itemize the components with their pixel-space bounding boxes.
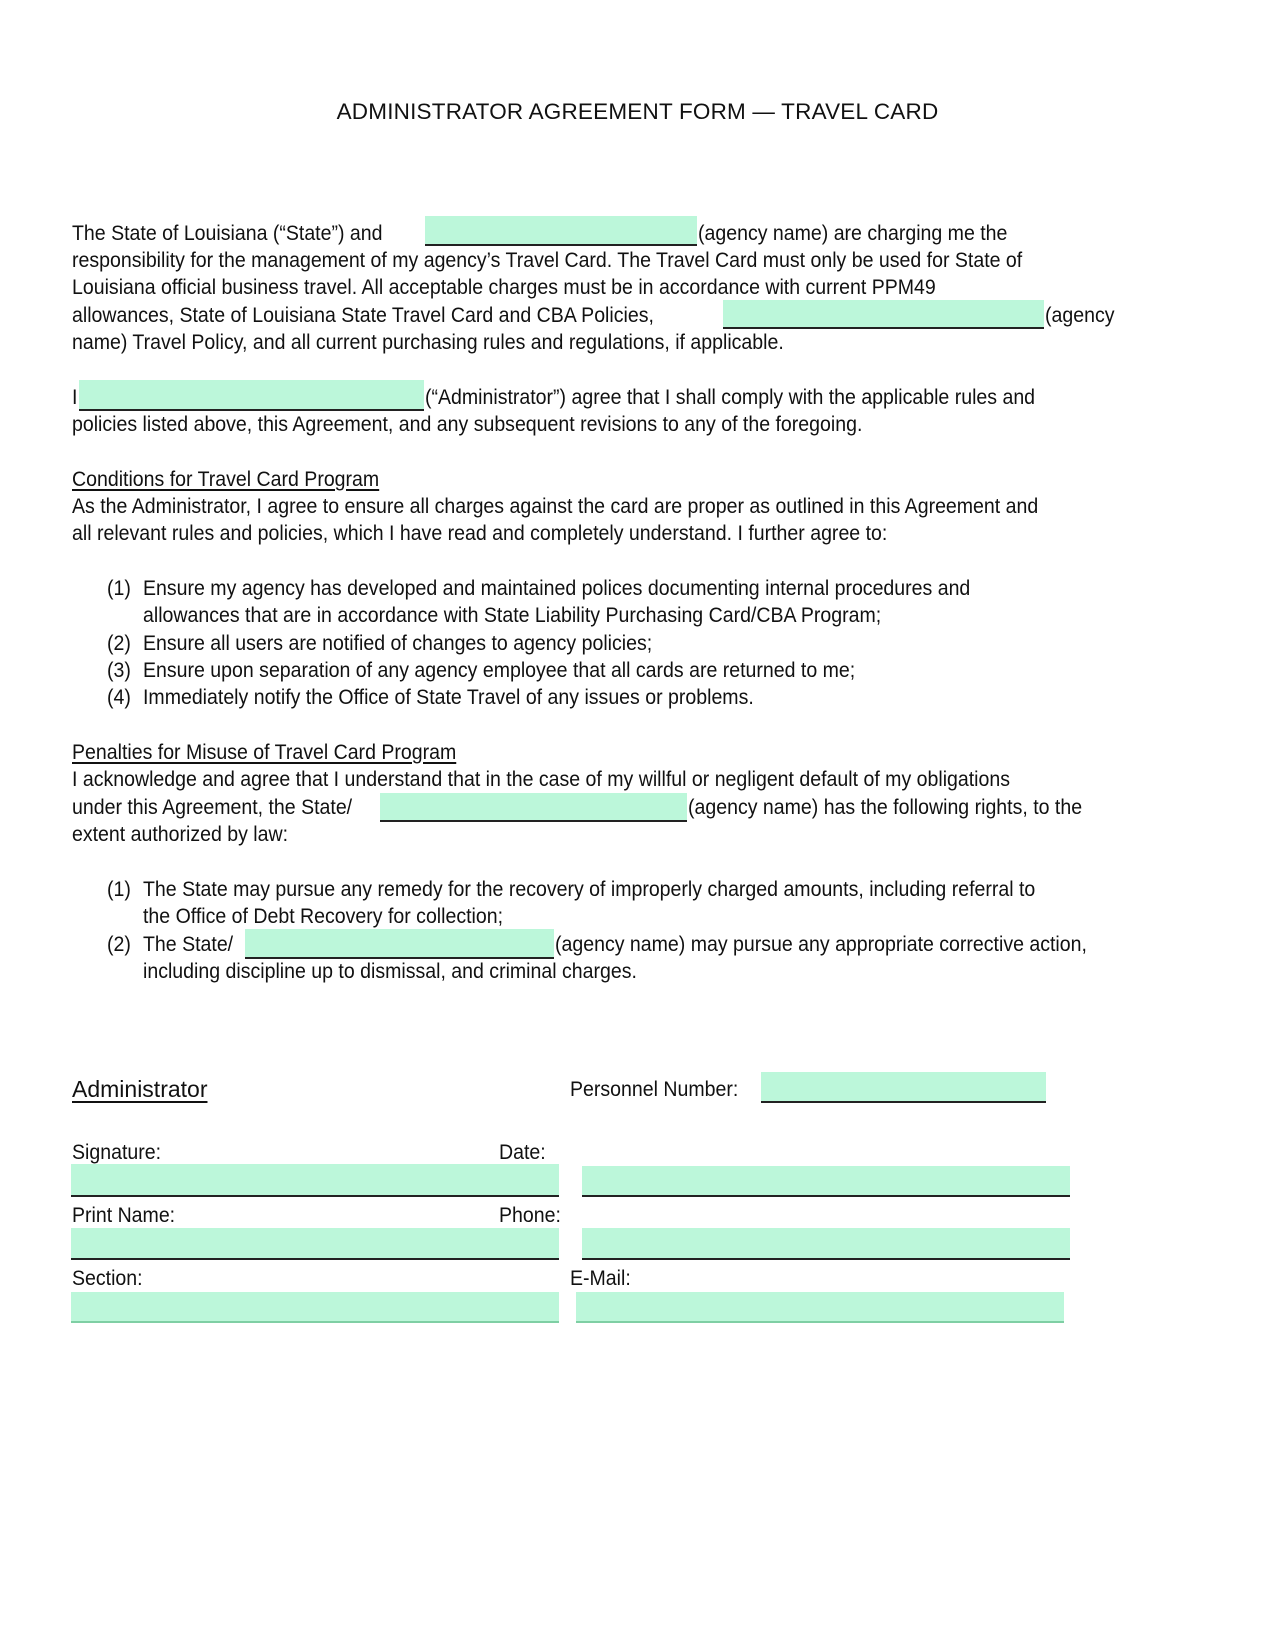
intro-line-1a: The State of Louisiana (“State”) and	[72, 222, 383, 245]
penalties-line-2a: under this Agreement, the State/	[72, 796, 353, 819]
agreement-line-1a: I	[72, 386, 78, 409]
administrator-heading: Administrator	[72, 1076, 208, 1102]
penalties-item-2-line-2: including discipline up to dismissal, and criminal charges.	[143, 960, 637, 983]
penalties-item-2-num: (2)	[107, 933, 131, 956]
conditions-heading: Conditions for Travel Card Program	[72, 468, 380, 491]
conditions-item-2-num: (2)	[107, 632, 131, 655]
conditions-item-2-line-1: Ensure all users are notified of changes to agency policies;	[143, 632, 653, 655]
print-name-field[interactable]	[71, 1228, 559, 1260]
conditions-item-1-line-1: Ensure my agency has developed and maintained polices documenting internal procedures and	[143, 577, 971, 600]
penalties-item-2-line-1b: (agency name) may pursue any appropriate corrective action,	[555, 933, 1087, 956]
intro-line-4a: allowances, State of Louisiana State Travel Card and CBA Policies,	[72, 304, 654, 327]
penalties-line-1: I acknowledge and agree that I understand that in the case of my willful or negligent default of my obligations	[72, 768, 1011, 791]
agreement-line-2: policies listed above, this Agreement, and any subsequent revisions to any of the foregoing.	[72, 413, 863, 436]
agency-name-field-3[interactable]	[380, 793, 687, 822]
intro-line-3: Louisiana official business travel. All acceptable charges must be in accordance with current PPM49	[72, 276, 936, 299]
signature-label: Signature:	[72, 1141, 162, 1164]
agency-name-field-2[interactable]	[723, 300, 1044, 329]
conditions-item-3-num: (3)	[107, 659, 131, 682]
section-field[interactable]	[71, 1292, 559, 1323]
penalties-item-1-num: (1)	[107, 878, 131, 901]
email-field[interactable]	[576, 1292, 1064, 1323]
signature-field[interactable]	[71, 1164, 559, 1197]
personnel-number-field[interactable]	[761, 1072, 1046, 1103]
conditions-item-1-num: (1)	[107, 577, 131, 600]
administrator-name-field[interactable]	[79, 380, 424, 411]
section-label: Section:	[72, 1267, 143, 1290]
penalties-line-3: extent authorized by law:	[72, 823, 289, 846]
conditions-item-4-line-1: Immediately notify the Office of State Travel of any issues or problems.	[143, 686, 754, 709]
penalties-heading: Penalties for Misuse of Travel Card Program	[72, 741, 457, 764]
intro-line-4b: (agency	[1045, 304, 1115, 327]
penalties-item-2-line-1a: The State/	[143, 933, 234, 956]
email-label: E-Mail:	[570, 1267, 631, 1290]
intro-line-5: name) Travel Policy, and all current purchasing rules and regulations, if applicable.	[72, 331, 784, 354]
date-label: Date:	[499, 1141, 546, 1164]
phone-label: Phone:	[499, 1204, 561, 1227]
conditions-item-3-line-1: Ensure upon separation of any agency employee that all cards are returned to me;	[143, 659, 856, 682]
intro-line-1b: (agency name) are charging me the	[698, 222, 1008, 245]
penalties-item-1-line-2: the Office of Debt Recovery for collection;	[143, 905, 504, 928]
conditions-line-1: As the Administrator, I agree to ensure all charges against the card are proper as outlined in this Agreement and	[72, 495, 1039, 518]
phone-field[interactable]	[582, 1228, 1070, 1260]
penalties-item-1-line-1: The State may pursue any remedy for the recovery of improperly charged amounts, including referral to	[143, 878, 1036, 901]
agreement-line-1b: (“Administrator”) agree that I shall comply with the applicable rules and	[425, 386, 1036, 409]
page-title: ADMINISTRATOR AGREEMENT FORM — TRAVEL CARD	[336, 99, 939, 124]
personnel-number-label: Personnel Number:	[570, 1078, 739, 1101]
conditions-item-4-num: (4)	[107, 686, 131, 709]
agency-name-field-4[interactable]	[245, 929, 554, 959]
conditions-line-2: all relevant rules and policies, which I have read and completely understand. I further agree to:	[72, 522, 888, 545]
agency-name-field-1[interactable]	[425, 216, 697, 246]
print-name-label: Print Name:	[72, 1204, 176, 1227]
date-field[interactable]	[582, 1166, 1070, 1197]
intro-line-2: responsibility for the management of my agency’s Travel Card. The Travel Card must only be used for State of	[72, 249, 1023, 272]
conditions-item-1-line-2: allowances that are in accordance with State Liability Purchasing Card/CBA Program;	[143, 604, 882, 627]
penalties-line-2b: (agency name) has the following rights, to the	[688, 796, 1083, 819]
